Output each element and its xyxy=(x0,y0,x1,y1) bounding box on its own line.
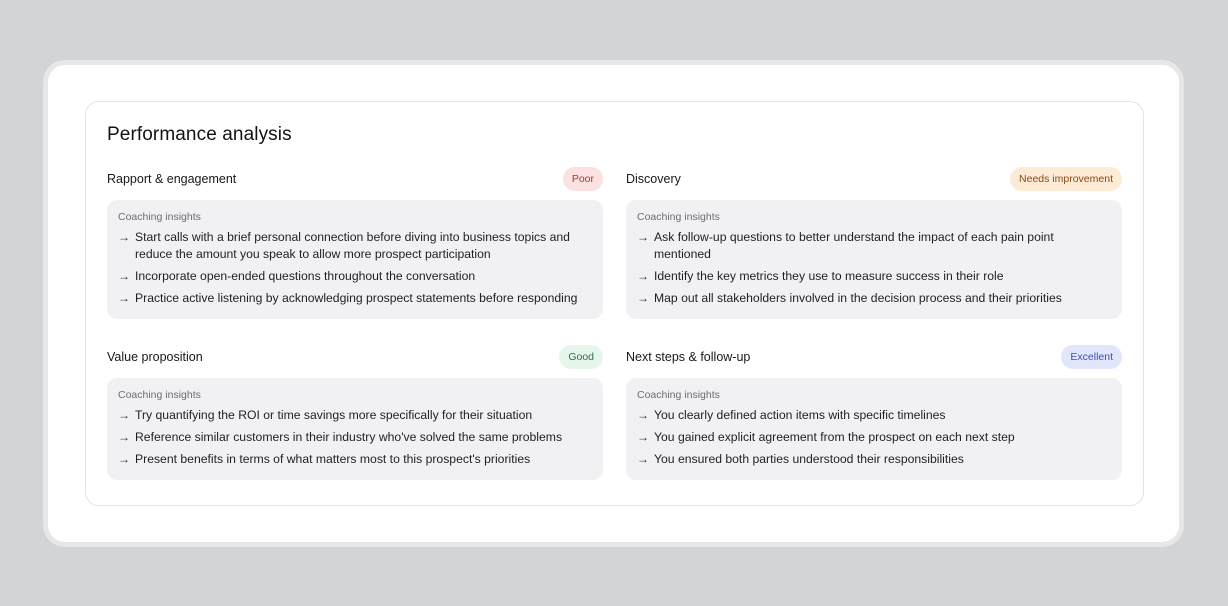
list-item: → You clearly defined action items with specific timelines xyxy=(637,408,946,422)
coaching-insights-label: Coaching insights xyxy=(118,389,201,401)
arrow-right-icon: → xyxy=(637,269,649,283)
coaching-insights-box xyxy=(626,200,1122,319)
coaching-insights-box xyxy=(107,200,603,319)
coaching-insights-box xyxy=(107,378,603,480)
coaching-insights-label: Coaching insights xyxy=(637,211,720,223)
list-item: → Practice active listening by acknowledging prospect statements before responding xyxy=(118,291,578,305)
arrow-right-icon: → xyxy=(637,291,649,305)
arrow-right-icon: → xyxy=(118,230,130,244)
arrow-right-icon: → xyxy=(118,269,130,283)
section-title: Next steps & follow-up xyxy=(626,350,751,364)
rating-badge-good: Good xyxy=(559,345,603,369)
list-item: → You ensured both parties understood their responsibilities xyxy=(637,452,964,466)
arrow-right-icon: → xyxy=(118,430,130,444)
arrow-right-icon: → xyxy=(118,291,130,305)
list-item: → Map out all stakeholders involved in the decision process and their priorities xyxy=(637,291,1062,305)
list-item: → Identify the key metrics they use to measure success in their role xyxy=(637,269,1004,283)
section-next-steps xyxy=(626,345,1122,480)
section-header xyxy=(107,167,603,191)
rating-badge-excellent: Excellent xyxy=(1061,345,1122,369)
section-title: Rapport & engagement xyxy=(107,172,237,186)
list-item: → Incorporate open-ended questions throughout the conversation xyxy=(118,269,476,283)
section-discovery xyxy=(626,167,1122,319)
section-header xyxy=(626,345,1122,369)
arrow-right-icon: → xyxy=(118,452,130,466)
list-item: → Try quantifying the ROI or time savings more specifically for their situation xyxy=(118,408,533,422)
arrow-right-icon: → xyxy=(637,452,649,466)
list-item: → Ask follow-up questions to better understand the impact of each pain point mentioned xyxy=(637,230,1054,261)
arrow-right-icon: → xyxy=(637,408,649,422)
rating-badge-needs-improvement: Needs improvement xyxy=(1010,167,1122,191)
coaching-insights-label: Coaching insights xyxy=(118,211,201,223)
coaching-insights-box xyxy=(626,378,1122,480)
section-title: Value proposition xyxy=(107,350,203,364)
coaching-insights-label: Coaching insights xyxy=(637,389,720,401)
section-value-proposition xyxy=(107,345,603,480)
window-frame xyxy=(43,60,1184,547)
arrow-right-icon: → xyxy=(118,408,130,422)
section-header xyxy=(626,167,1122,191)
performance-analysis-card xyxy=(85,101,1144,506)
rating-badge-poor: Poor xyxy=(563,167,603,191)
page-title: Performance analysis xyxy=(107,124,292,145)
list-item: → Reference similar customers in their industry who've solved the same problems xyxy=(118,430,563,444)
section-title: Discovery xyxy=(626,172,681,186)
list-item: → Start calls with a brief personal connection before diving into business topics and reduce the amount you speak to allow more prospect participation xyxy=(118,230,570,261)
arrow-right-icon: → xyxy=(637,430,649,444)
section-rapport-engagement xyxy=(107,167,603,319)
list-item: → Present benefits in terms of what matters most to this prospect's priorities xyxy=(118,452,531,466)
section-header xyxy=(107,345,603,369)
arrow-right-icon: → xyxy=(637,230,649,244)
list-item: → You gained explicit agreement from the prospect on each next step xyxy=(637,430,1015,444)
